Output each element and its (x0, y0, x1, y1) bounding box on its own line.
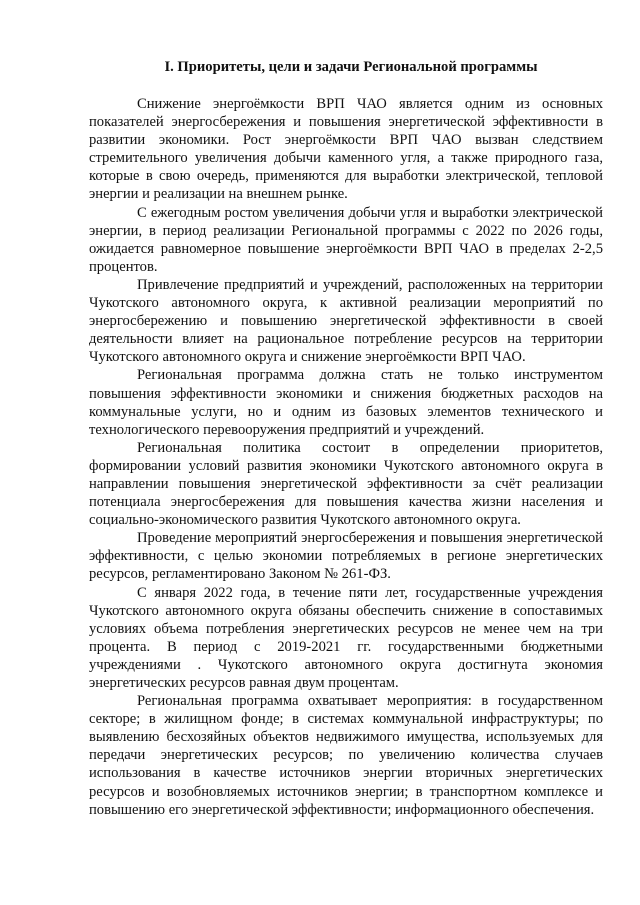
paragraph-state-institutions: С января 2022 года, в течение пяти лет, государственные учреждения Чукотского автономного округа обязаны обеспечить снижение в сопоставимых условиях объема потребления энергетических ресурсов не менее чем на три процента. В период с 2019-2021 гг. государственными бюджетными учреждениями . Чукотского автономного округа достигнута экономия энергетических ресурсов равная двум процентам. (89, 584, 603, 691)
paragraph-energy-intensity: Снижение энергоёмкости ВРП ЧАО является одним из основных показателей энергосбережения и повышения энергетической эффективности в развитии экономики. Рост энергоёмкости ВРП ЧАО вызван следствием стремительного увеличения добычи каменного угля, а также природного газа, которые в свою очередь, применяются для выработки электрической, тепловой энергии и реализации на внешнем рынке. (89, 96, 603, 203)
paragraph-regional-policy: Региональная политика состоит в определении приоритетов, формировании условий развития экономики Чукотского автономного округа в направлении повышения энергетической эффективности за счёт реализации потенциала энергосбережения для повышения качества жизни населения и социально-экономического развития Чукотского автономного округа. (89, 439, 603, 529)
section-heading: I. Приоритеты, цели и задачи Региональной программы (164, 59, 538, 75)
paragraph-growth-forecast: С ежегодным ростом увеличения добычи угля и выработки электрической энергии, в период реализации Региональной программы с 2022 по 2026 годы, ожидается равномерное повышение энергоёмкости ВРП ЧАО в пределах 2-2,5 процентов. (89, 204, 603, 275)
document-page (89, 58, 603, 819)
paragraph-program-scope: Региональная программа охватывает мероприятия: в государственном секторе; в жилищном фонде; в системах коммунальной инфраструктуры; по выявлению бесхозяйных объектов недвижимого имущества, используемых для передачи энергетических ресурсов; по увеличению количества случаев использования в качестве источников энергии вторичных энергетических ресурсов и возобновляемых источников энергии; в транспортном комплексе и повышению его энергетической эффективности; информационного обеспечения. (89, 693, 603, 818)
paragraph-enterprises: Привлечение предприятий и учреждений, расположенных на территории Чукотского автономного округа, к активной реализации мероприятий по энергосбережению и повышению энергетической эффективности в своей деятельности влияет на рациональное потребление ресурсов на территории Чукотского автономного округа и снижение энергоёмкости ВРП ЧАО. (89, 276, 603, 366)
paragraph-law-261: Проведение мероприятий энергосбережения и повышения энергетической эффективности, с целью экономии потребляемых в регионе энергетических ресурсов, регламентировано Законом № 261-ФЗ. (89, 530, 603, 583)
paragraph-program-role: Региональная программа должна стать не только инструментом повышения эффективности экономики и снижения бюджетных расходов на коммунальные услуги, но и одним из базовых элементов технического и технологического перевооружения предприятий и учреждений. (89, 367, 603, 438)
